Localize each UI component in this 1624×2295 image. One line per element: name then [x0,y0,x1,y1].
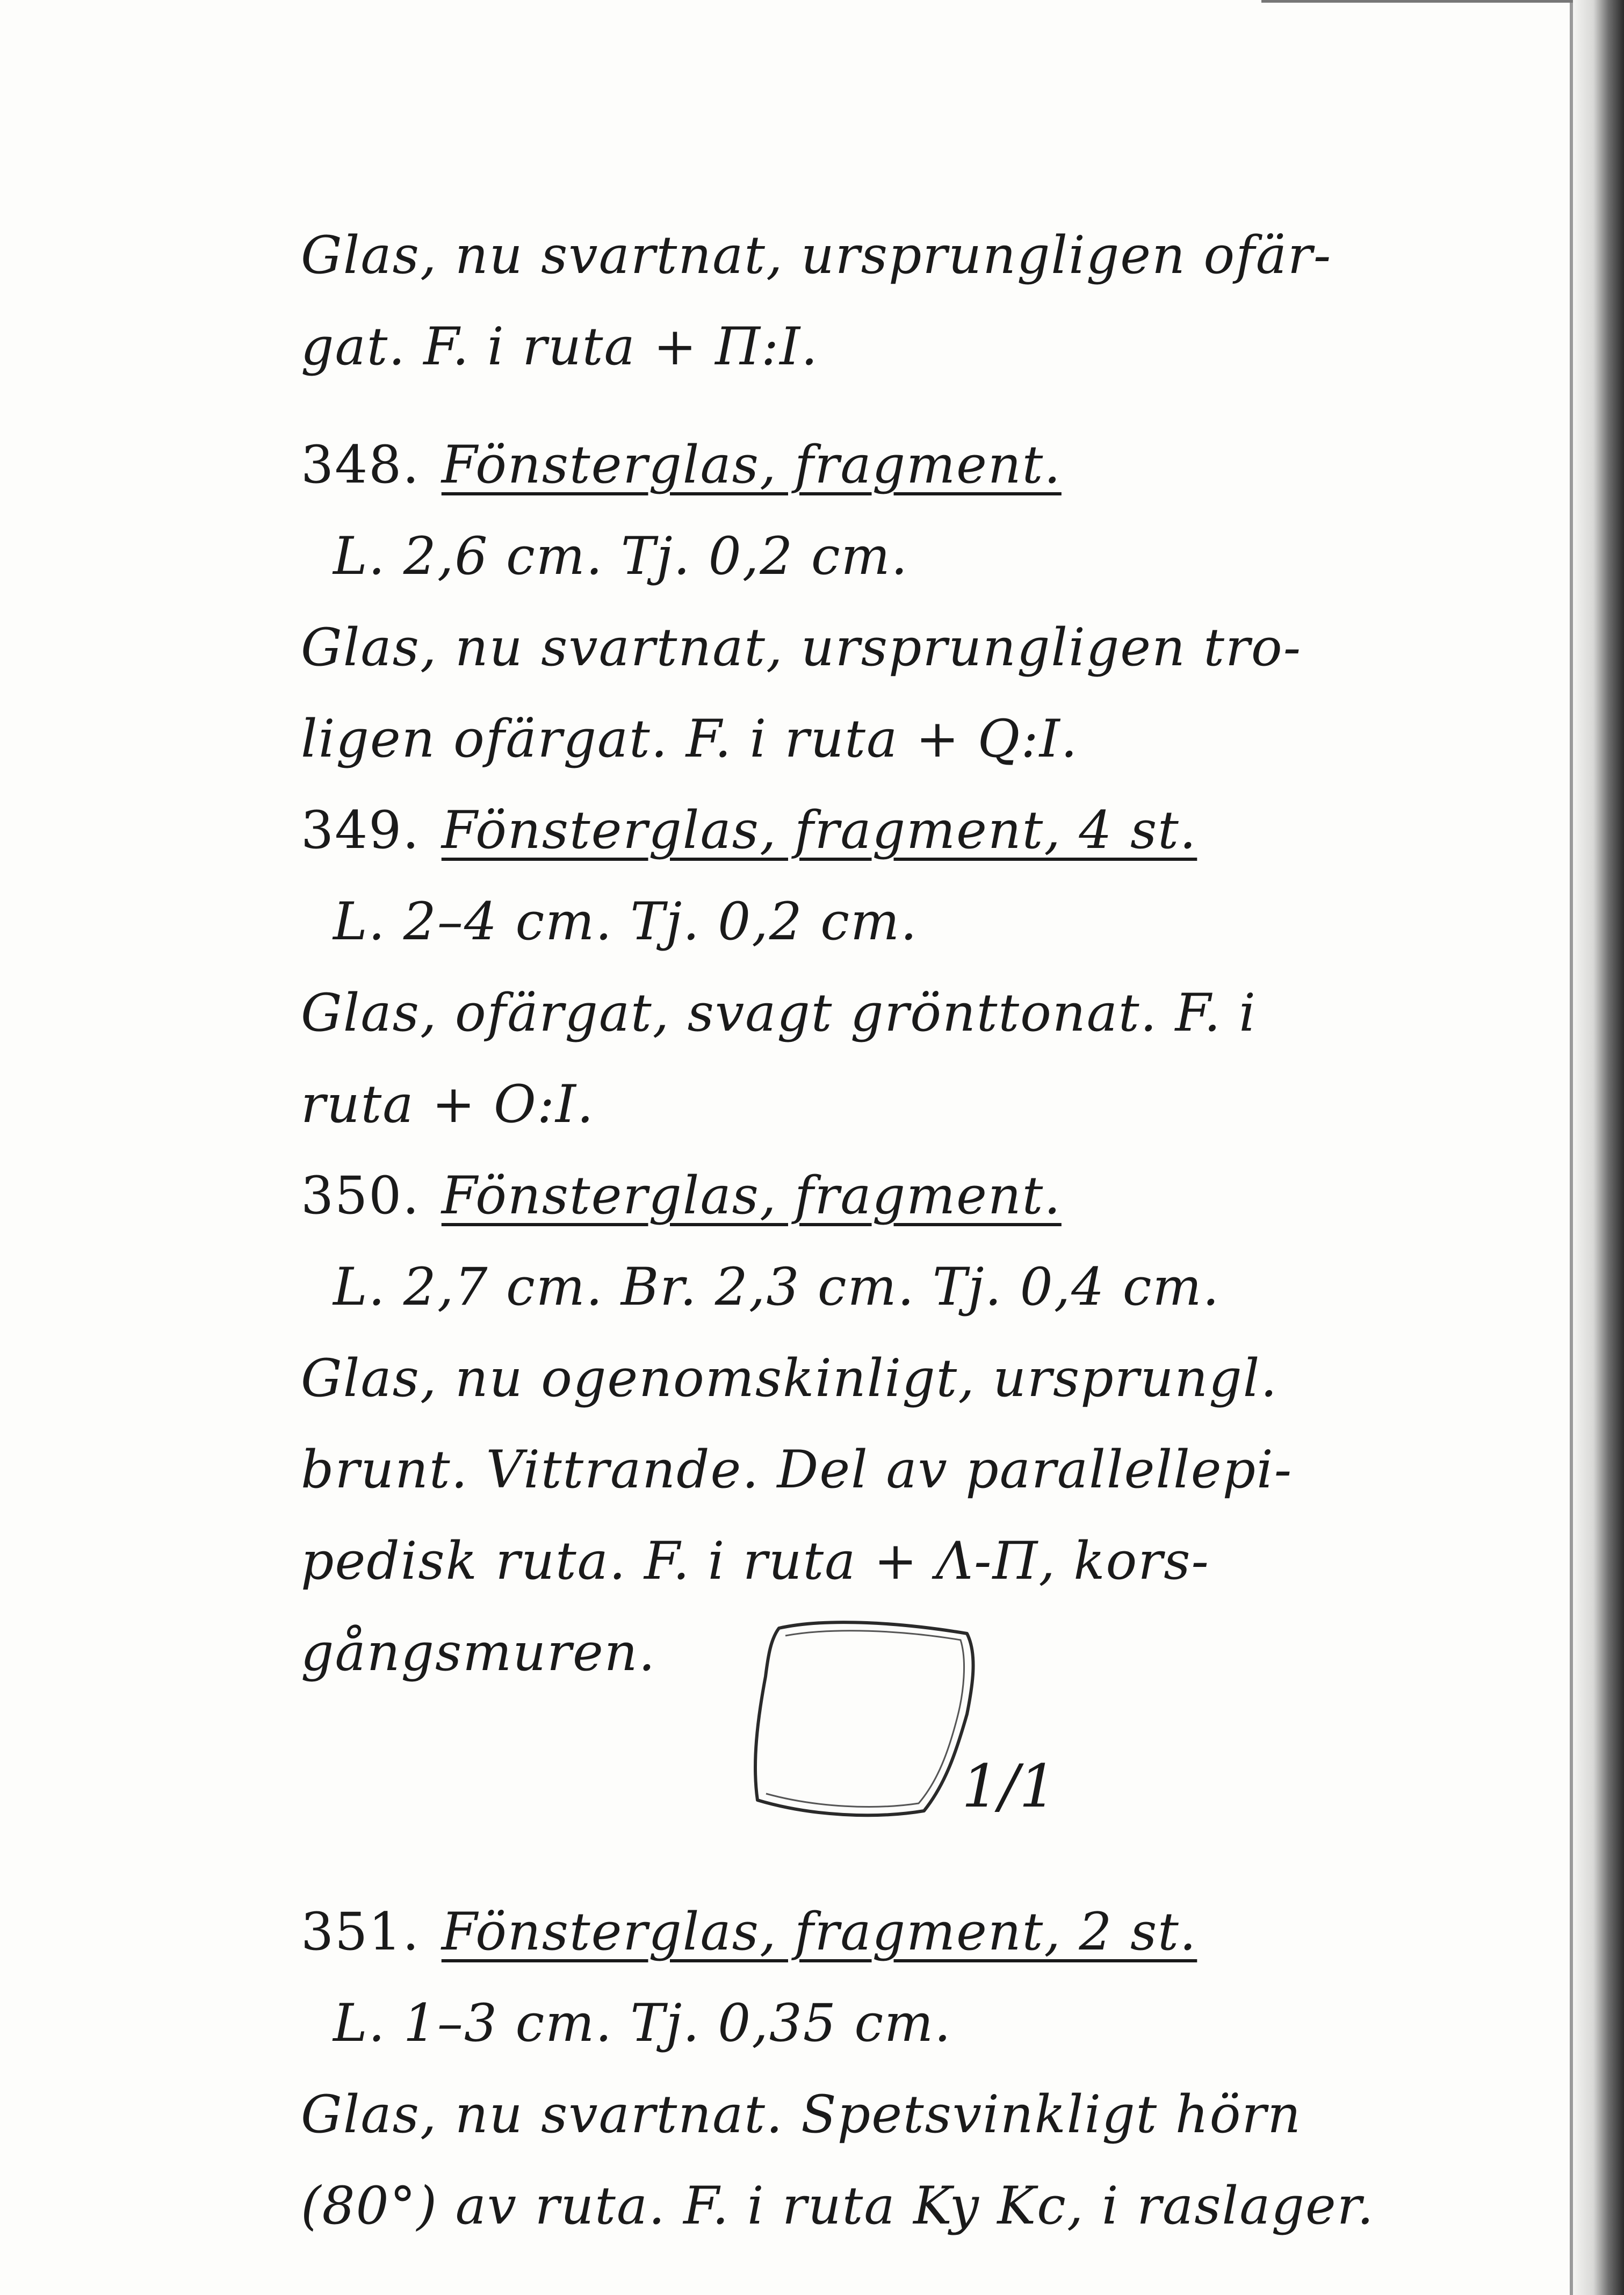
entry-measurements: L. 2,6 cm. Tj. 0,2 cm. [333,526,909,586]
description-line: brunt. Vittrande. Del av parallellepi- [301,1440,1293,1500]
entry-number: 350. [301,1166,420,1226]
entry-measurements: L. 1–3 cm. Tj. 0,35 cm. [333,1993,952,2053]
entry-measurements: L. 2–4 cm. Tj. 0,2 cm. [333,891,918,952]
description-line: Glas, nu svartnat, ursprungligen tro- [301,617,1302,678]
fragment-outline [755,1622,973,1815]
entry-number: 348. [301,435,420,495]
description-line: Glas, ofärgat, svagt grönttonat. F. i [301,983,1257,1043]
entry-heading [301,785,1456,876]
description-line: pedisk ruta. F. i ruta + Λ-Π, kors- [301,1531,1210,1591]
entry-heading [301,1150,1456,1241]
entry-heading [301,1886,1456,1977]
entry-title: Fönsterglas, fragment. [441,1166,1062,1226]
entry-title: Fönsterglas, fragment, 2 st. [441,1902,1197,1962]
entry-title: Fönsterglas, fragment, 4 st. [441,800,1197,860]
page-edge-top [1261,0,1573,3]
entry-351 [301,1886,1456,2251]
description-line: gat. F. i ruta + Π:I. [301,316,819,377]
entry-349 [301,785,1456,1150]
sketch-scale: 1/1 [962,1752,1057,1821]
description-line: (80°) av ruta. F. i ruta Ky Kc, i raslager. [301,2176,1375,2236]
description-line: Glas, nu svartnat. Spetsvinkligt hörn [301,2084,1302,2145]
entry-number: 351. [301,1902,420,1962]
description-line: ligen ofärgat. F. i ruta + Q:I. [301,709,1079,769]
description-line: Glas, nu ogenomskinligt, ursprungl. [301,1348,1278,1408]
entry-measurements: L. 2,7 cm. Br. 2,3 cm. Tj. 0,4 cm. [333,1257,1221,1317]
entry-number: 349. [301,800,420,860]
entry-348 [301,419,1456,785]
entry-title: Fönsterglas, fragment. [441,435,1062,495]
description-line: gångsmuren. [301,1622,656,1682]
description-line: Glas, nu svartnat, ursprungligen ofär- [301,225,1332,285]
entry-heading [301,419,1456,510]
fragment-outline-inner [766,1631,964,1807]
binding-edge [1573,0,1624,2295]
entry-continuation [301,210,1456,392]
description-line: ruta + O:I. [301,1074,595,1134]
